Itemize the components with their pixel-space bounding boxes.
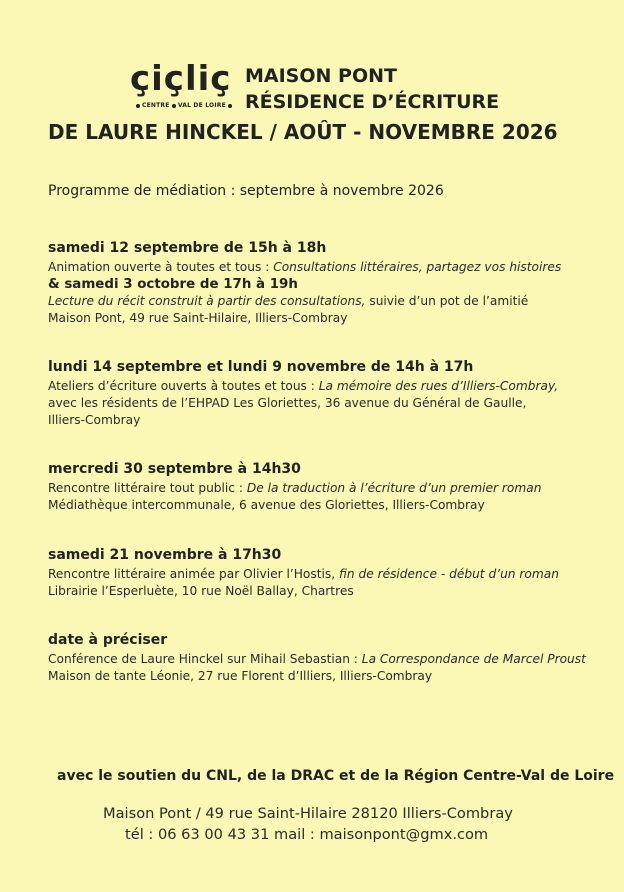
logo-sub-region: VAL DE LOIRE [177,102,226,109]
event-date-secondary: & samedi 3 octobre de 17h à 19h [48,277,298,292]
logo-dot-icon [228,104,232,108]
event-description [48,378,618,395]
title-line-2: RÉSIDENCE D’ÉCRITURE [245,91,500,113]
event-4 [48,547,618,600]
event-1 [48,240,618,327]
event-location: avec les résidents de l’EHPAD Les Gloriettes, 36 avenue du Général de Gaulle, [48,396,527,410]
event-title: La mémoire des rues d’Illiers-Combray, [318,379,559,393]
contact-address: Maison Pont / 49 rue Saint-Hilaire 28120 Illiers-Combray [103,805,513,822]
event-date: samedi 12 septembre de 15h à 18h [48,240,327,256]
ciclic-logo [126,59,236,114]
event-title: fin de résidence - début d’un roman [338,567,559,581]
event-location-city: Illiers-Combray [48,413,141,427]
event-date: samedi 21 novembre à 17h30 [48,547,282,563]
event-date: lundi 14 septembre et lundi 9 novembre de 14h à 17h [48,359,474,375]
contact-phone-mail: tél : 06 63 00 43 31 mail : maisonpont@gmx.com [125,826,489,843]
logo-wordmark: çiçliç [130,59,232,99]
event-description [48,480,618,497]
event-date: mercredi 30 septembre à 14h30 [48,461,301,477]
event-2 [48,359,618,429]
event-5 [48,632,618,685]
event-location: Médiathèque intercommunale, 6 avenue des Gloriettes, Illiers-Combray [48,498,485,512]
logo-sub-centre: CENTRE [142,102,170,109]
logo-dot-icon [172,104,176,108]
event-text: Rencontre littéraire tout public : [48,481,247,495]
event-3 [48,461,618,514]
title-line-1: MAISON PONT [245,65,397,87]
event-text: Rencontre littéraire animée par Olivier l’Hostis, [48,567,339,581]
logo-dot-icon [136,104,140,108]
logo-subtitle [136,102,234,109]
event-location: Maison de tante Léonie, 27 rue Florent d’Illiers, Illiers-Combray [48,669,433,683]
event-text: suivie d’un pot de l’amitié [365,294,529,308]
event-title: De la traduction à l’écriture d’un premier roman [246,481,542,495]
event-description [48,259,618,276]
event-text: Animation ouverte à toutes et tous : [48,260,274,274]
event-description [48,293,618,310]
event-date: date à préciser [48,632,168,648]
event-location: Maison Pont, 49 rue Saint-Hilaire, Illiers-Combray [48,311,348,325]
event-location: Librairie l’Esperluète, 10 rue Noël Ballay, Chartres [48,584,354,598]
event-text: Ateliers d’écriture ouverts à toutes et tous : [48,379,319,393]
event-description [48,566,618,583]
event-text: Conférence de Laure Hinckel sur Mihail Sebastian : [48,652,362,666]
title-line-3: DE LAURE HINCKEL / AOÛT - NOVEMBRE 2026 [48,120,558,144]
support-line: avec le soutien du CNL, de la DRAC et de la Région Centre-Val de Loire [57,768,615,784]
event-title: La Correspondance de Marcel Proust [361,652,586,666]
event-title: Consultations littéraires, partagez vos histoires [273,260,562,274]
event-description [48,651,618,668]
programme-subtitle: Programme de médiation : septembre à novembre 2026 [48,183,444,199]
event-title: Lecture du récit construit à partir des consultations, [48,294,366,308]
